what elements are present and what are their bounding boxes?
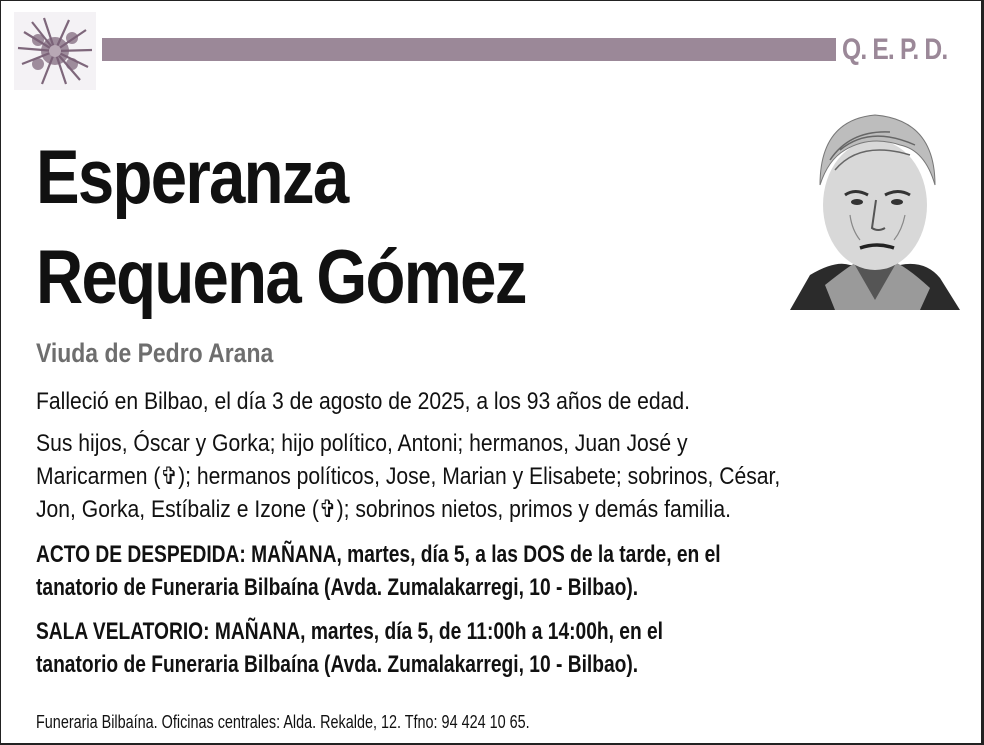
family-line-2: Maricarmen (✞); hermanos políticos, Jose, Marian y Elisabete; sobrinos, César, <box>36 463 781 490</box>
footer-text: Funeraria Bilbaína. Oficinas centrales: Alda. Rekalde, 12. Tfno: 94 424 10 65. <box>36 712 530 732</box>
death-notice-line: Falleció en Bilbao, el día 3 de agosto de 2025, a los 93 años de edad. <box>36 388 691 415</box>
deceased-subtitle: Viuda de Pedro Arana <box>36 338 274 368</box>
header-bar <box>102 38 836 61</box>
family-line-3: Jon, Gorka, Estíbaliz e Izone (✞); sobrinos nietos, primos y demás familia. <box>36 496 731 523</box>
deceased-name-last: Requena Gómez <box>36 235 526 320</box>
portrait-photo <box>790 100 960 310</box>
farewell-line-1: ACTO DE DESPEDIDA: MAÑANA, martes, día 5, a las DOS de la tarde, en el <box>36 541 721 568</box>
flower-logo-icon <box>14 12 96 90</box>
deceased-name-first: Esperanza <box>36 135 348 220</box>
wake-line-1: SALA VELATORIO: MAÑANA, martes, día 5, de 11:00h a 14:00h, en el <box>36 618 664 645</box>
family-line-1: Sus hijos, Óscar y Gorka; hijo político, Antoni; hermanos, Juan José y <box>36 430 688 457</box>
farewell-line-2: tanatorio de Funeraria Bilbaína (Avda. Zumalakarregi, 10 - Bilbao). <box>36 574 639 601</box>
qepd-label: Q. E. P. D. <box>842 33 948 66</box>
wake-line-2: tanatorio de Funeraria Bilbaína (Avda. Zumalakarregi, 10 - Bilbao). <box>36 651 639 678</box>
